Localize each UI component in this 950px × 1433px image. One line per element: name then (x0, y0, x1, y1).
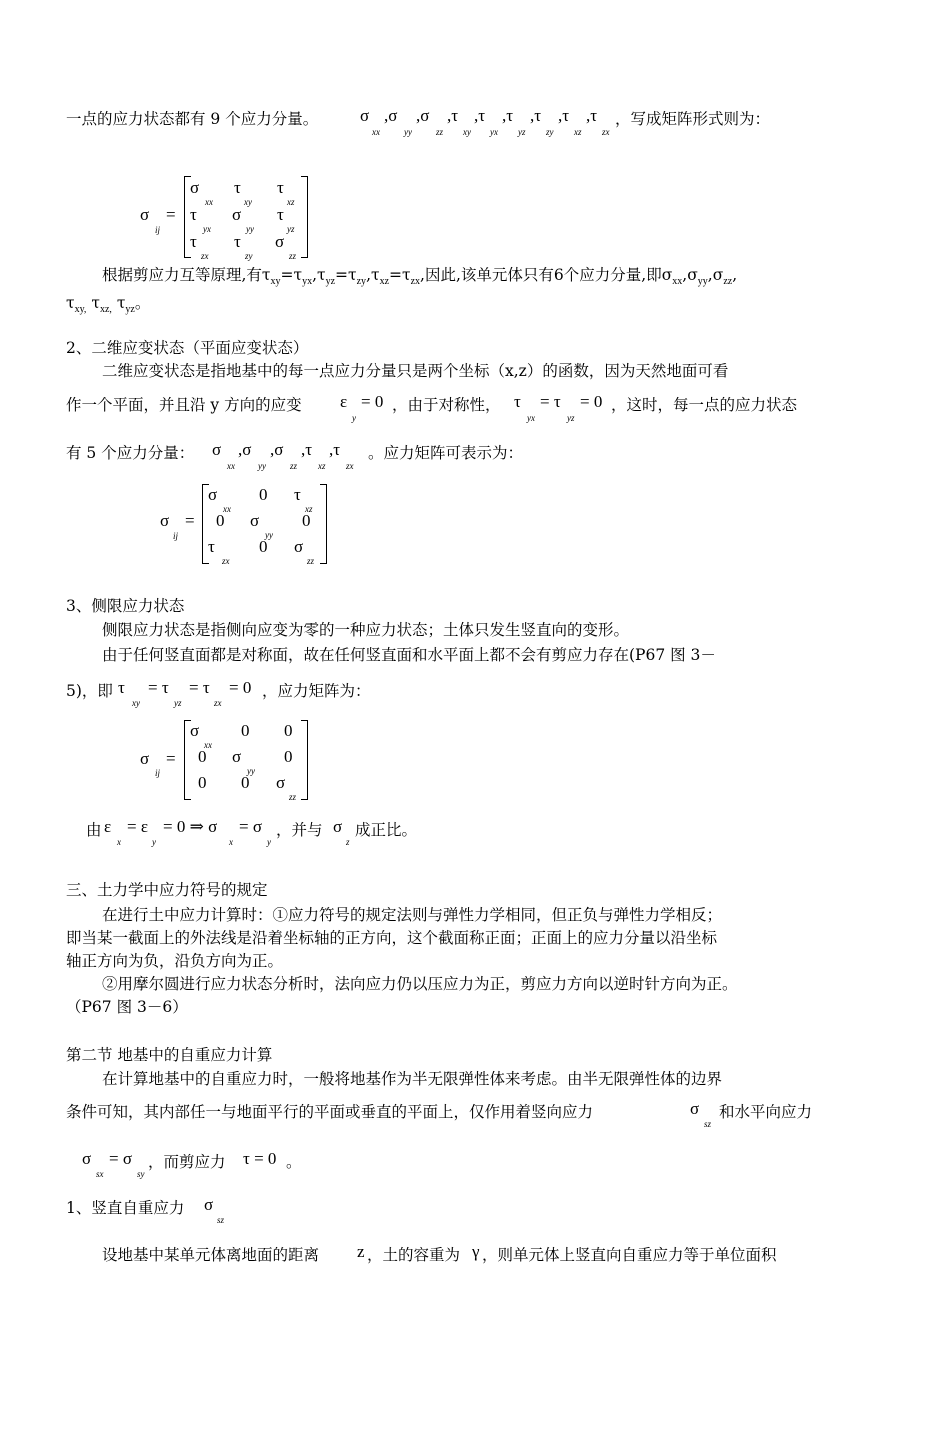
math-subscript: yy (404, 127, 412, 137)
math-subscript: zy (546, 127, 554, 137)
matrix-cell: σ (208, 485, 218, 504)
paragraph-line: 设地基中某单元体离地面的距离 (102, 1246, 320, 1264)
math-symbol: σ (360, 106, 370, 125)
matrix-cell: 0 (302, 511, 311, 530)
stress-symbol: σ (333, 817, 343, 836)
matrix-cell: 0 (198, 747, 207, 766)
paragraph-line: 和水平向应力 (719, 1103, 813, 1121)
math-subscript: yy (258, 461, 266, 471)
matrix-cell: 0 (284, 721, 293, 740)
matrix-cell: σ (232, 747, 242, 766)
matrix-subscript: zz (289, 792, 297, 802)
math-symbol: = 0 (229, 678, 252, 697)
matrix-cell: τ (190, 205, 197, 224)
math-subscript: sz (704, 1119, 712, 1129)
matrix-subscript: zx (201, 251, 209, 261)
math-subscript: sx (96, 1169, 104, 1179)
paragraph-line: 成正比。 (355, 821, 418, 839)
math-symbol: ,σ (270, 440, 284, 459)
math-subscript: sz (217, 1215, 225, 1225)
matrix-lhs: σ (160, 511, 170, 530)
matrix-cell: σ (232, 205, 242, 224)
intro-text: 一点的应力状态都有 9 个应力分量。 (66, 110, 319, 128)
paragraph-line: ，而剪应力 (148, 1153, 226, 1171)
section-heading: 三、土力学中应力符号的规定 (66, 881, 268, 899)
math-variable: z (357, 1242, 365, 1261)
paragraph-line: ，并与 (276, 821, 323, 839)
math-subscript: y (267, 837, 271, 847)
matrix-subscript: yz (287, 224, 295, 234)
paragraph-line: 条件可知，其内部任一与地面平行的平面或垂直的平面上，仅作用着竖向应力 (66, 1103, 594, 1121)
section-heading: 第二节 地基中的自重应力计算 (66, 1046, 273, 1064)
matrix-lhs: σ (140, 205, 150, 224)
shear-reciprocity-line: 根据剪应力互等原理,有$\tau_{xy}=\tau_{yx},\tau_{yz}=\tau_{zy},\tau_{xz}=\tau_{zx}$,因此,该单元体只有6个应力分量,即$\sigma_{xx},\sigma_{yy},\sigma_{zz}$, (102, 266, 738, 287)
paragraph-line: ，这时，每一点的应力状态 (611, 396, 798, 414)
math-symbol: ,τ (502, 106, 514, 125)
paragraph-line: ，由于对称性， (392, 396, 501, 414)
math-subscript: zx (346, 461, 354, 471)
matrix-cell: τ (190, 232, 197, 251)
math-subscript: y (352, 413, 356, 423)
math-symbol: σ (212, 440, 222, 459)
matrix-subscript: xx (223, 504, 231, 514)
paragraph-line: 由于任何竖直面都是对称面，故在任何竖直面和水平面上都不会有剪应力存在(P67 图 3－ (102, 646, 716, 664)
section-heading: 1、竖直自重应力 (66, 1199, 185, 1217)
matrix-cell: 0 (284, 747, 293, 766)
matrix-subscript: xz (287, 197, 295, 207)
math-symbol: ,τ (301, 440, 313, 459)
math-symbol: = σ (109, 1149, 133, 1168)
math-symbol: ,τ (558, 106, 570, 125)
matrix-cell: σ (294, 537, 304, 556)
matrix-subscript: xy (244, 197, 252, 207)
matrix-lhs-subscript: ij (155, 768, 161, 778)
math-subscript: x (117, 837, 121, 847)
math-symbol: ,τ (530, 106, 542, 125)
math-symbol: ,σ (384, 106, 398, 125)
stress-symbol: σ (690, 1099, 700, 1118)
paragraph-line: ②用摩尔圆进行应力状态分析时，法向应力仍以压应力为正，剪应力方向以逆时针方向为正。 (102, 975, 738, 993)
math-subscript: zz (290, 461, 298, 471)
matrix-subscript: xz (305, 504, 313, 514)
math-subscript: sy (137, 1169, 145, 1179)
matrix-subscript: yx (203, 224, 211, 234)
math-subscript: x (229, 837, 233, 847)
matrix-subscript: xx (204, 740, 212, 750)
math-subscript: xy (132, 698, 140, 708)
matrix-subscript: yy (246, 224, 254, 234)
paragraph-line: 在进行土中应力计算时：①应力符号的规定法则与弹性力学相同，但正负与弹性力学相反； (102, 906, 723, 924)
matrix-cell: τ (234, 232, 241, 251)
math-subscript: zx (602, 127, 610, 137)
math-subscript: yz (567, 413, 575, 423)
matrix-cell: τ (294, 485, 301, 504)
shear-equation: τ = 0 (243, 1149, 277, 1168)
math-subscript: zz (436, 127, 444, 137)
stress-symbol: σ (204, 1195, 214, 1214)
matrix-cell: 0 (198, 773, 207, 792)
matrix-cell: σ (190, 721, 200, 740)
math-symbol: ,τ (586, 106, 598, 125)
paragraph-line: ，应力矩阵为： (262, 682, 371, 700)
equals-sign: = (185, 511, 195, 530)
strain-symbol: ε (340, 392, 348, 411)
matrix-subscript: yy (265, 530, 273, 540)
paragraph-line: 在计算地基中的自重应力时，一般将地基作为半无限弹性体来考虑。由半无限弹性体的边界 (102, 1070, 723, 1088)
math-subscript: xx (372, 127, 380, 137)
math-subscript: xy (463, 127, 471, 137)
matrix-cell: τ (277, 205, 284, 224)
math-symbol: ,σ (416, 106, 430, 125)
matrix-bracket-right (301, 720, 308, 800)
math-equality: = 0 (361, 392, 384, 411)
paragraph-line: ，土的容重为 (367, 1246, 461, 1264)
matrix-cell: σ (275, 232, 285, 251)
matrix-cell: 0 (241, 773, 250, 792)
equals-sign: = (166, 205, 176, 224)
shear-components-line: $\tau_{xy,}$ $\tau_{xz,}$ $\tau_{yz}$。 (66, 294, 151, 315)
matrix-cell: 0 (241, 721, 250, 740)
matrix-subscript: xx (205, 197, 213, 207)
math-symbol: = τ (189, 678, 210, 697)
intro-tail: ，写成矩阵形式则为： (615, 110, 771, 128)
math-symbol: σ (82, 1149, 92, 1168)
math-symbol: ,τ (447, 106, 459, 125)
matrix-lhs: σ (140, 749, 150, 768)
matrix-subscript: zx (222, 556, 230, 566)
matrix-cell: τ (277, 178, 284, 197)
math-symbol: τ (118, 678, 125, 697)
math-symbol: = τ (148, 678, 169, 697)
matrix-cell: τ (234, 178, 241, 197)
math-symbol: = ε (127, 817, 148, 836)
paragraph-line: 轴正方向为负，沿负方向为正。 (66, 952, 284, 970)
math-subscript: yx (490, 127, 498, 137)
matrix-cell: 0 (216, 511, 225, 530)
matrix-cell: τ (208, 537, 215, 556)
section-heading: 2、二维应变状态（平面应变状态） (66, 339, 309, 357)
unit-weight-symbol: γ (472, 1242, 480, 1261)
math-symbol: ,σ (238, 440, 252, 459)
matrix-bracket-right (301, 176, 308, 258)
paragraph-line: ，则单元体上竖直向自重应力等于单位面积 (482, 1246, 777, 1264)
math-symbol: = 0 ⇒ σ (163, 817, 218, 836)
math-equality: = 0 (580, 392, 603, 411)
matrix-subscript: zy (245, 251, 253, 261)
matrix-cell: 0 (259, 485, 268, 504)
paragraph-line: 由 (86, 821, 102, 839)
math-subscript: yz (518, 127, 526, 137)
matrix-bracket-right (320, 484, 327, 564)
section-heading: 3、侧限应力状态 (66, 597, 185, 615)
matrix-subscript: zz (289, 251, 297, 261)
math-symbol: = σ (239, 817, 263, 836)
math-symbol: ,τ (474, 106, 486, 125)
math-subscript: xz (574, 127, 582, 137)
math-subscript: zx (214, 698, 222, 708)
math-subscript: y (152, 837, 156, 847)
math-subscript: yx (527, 413, 535, 423)
math-symbol: ,τ (329, 440, 341, 459)
paragraph-line: 二维应变状态是指地基中的每一点应力分量只是两个坐标（x,z）的函数，因为天然地面可看 (102, 362, 729, 380)
paragraph-line: 。 (286, 1153, 302, 1171)
math-subscript: z (346, 837, 350, 847)
math-symbol: ε (104, 817, 112, 836)
paragraph-line: （P67 图 3－6） (66, 998, 188, 1016)
math-equality: = τ (540, 392, 561, 411)
paragraph-line: 有 5 个应力分量： (66, 444, 195, 462)
shear-symbol: τ (514, 392, 521, 411)
paragraph-line: 5)，即 (66, 682, 113, 700)
matrix-lhs-subscript: ij (155, 225, 161, 235)
equals-sign: = (166, 749, 176, 768)
matrix-cell: 0 (259, 537, 268, 556)
matrix-subscript: yy (247, 766, 255, 776)
math-subscript: yz (174, 698, 182, 708)
matrix-cell: σ (276, 773, 286, 792)
paragraph-line: 作一个平面，并且沿 y 方向的应变 (66, 396, 302, 414)
matrix-cell: σ (250, 511, 260, 530)
paragraph-line: 侧限应力状态是指侧向应变为零的一种应力状态；土体只发生竖直向的变形。 (102, 621, 630, 639)
matrix-subscript: zz (307, 556, 315, 566)
paragraph-line: 即当某一截面上的外法线是沿着坐标轴的正方向，这个截面称正面；正面上的应力分量以沿坐标 (66, 929, 718, 947)
matrix-cell: σ (190, 178, 200, 197)
paragraph-line: 。应力矩阵可表示为： (368, 444, 524, 462)
matrix-lhs-subscript: ij (173, 531, 179, 541)
math-subscript: xz (318, 461, 326, 471)
math-subscript: xx (227, 461, 235, 471)
